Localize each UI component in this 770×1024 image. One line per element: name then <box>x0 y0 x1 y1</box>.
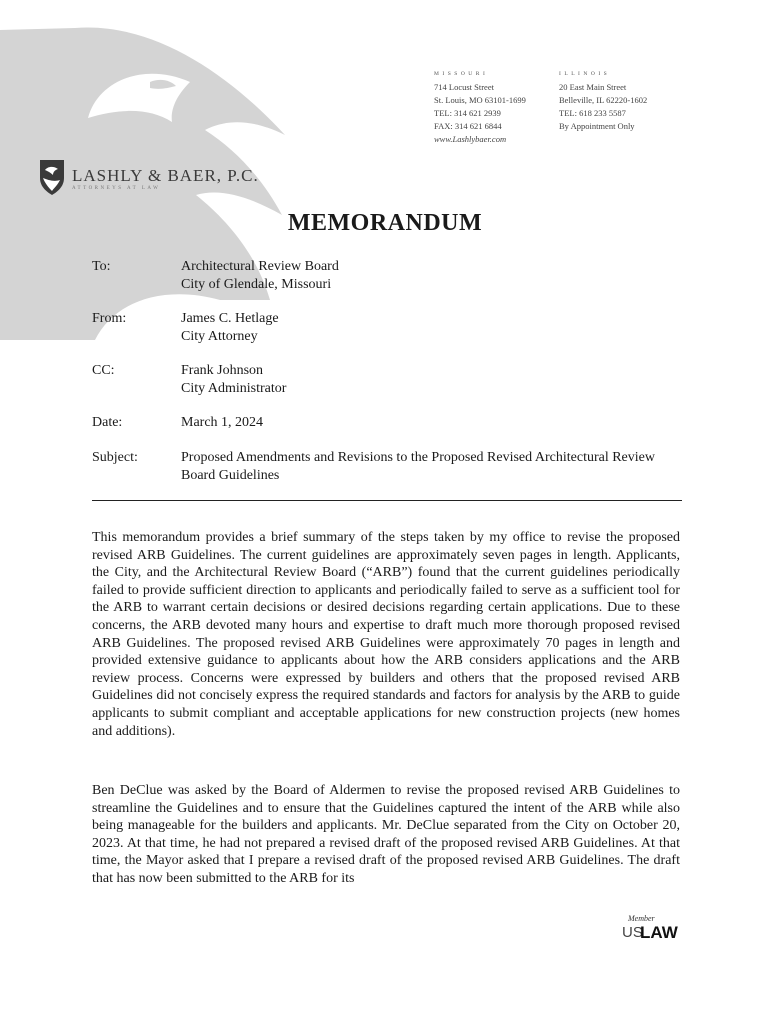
from-label: From: <box>92 311 127 326</box>
memo-title: MEMORANDUM <box>287 210 483 236</box>
uslaw-member-badge <box>622 914 680 948</box>
office-address-line: Belleville, IL 62220-1602 <box>559 95 648 105</box>
badge-member-text: Member <box>628 914 655 923</box>
date-value: March 1, 2024 <box>181 415 264 430</box>
office-address-line: St. Louis, MO 63101-1699 <box>434 95 526 105</box>
office-phone: TEL: 314 621 2939 <box>434 108 501 118</box>
firm-eagle-logo-icon <box>38 158 66 196</box>
cc-value <box>181 362 681 398</box>
badge-law-text: LAW <box>640 923 678 942</box>
firm-logo <box>38 158 259 198</box>
office-illinois <box>559 68 647 133</box>
to-value <box>181 258 681 294</box>
badge-us-text: US <box>622 924 643 941</box>
office-address-line: 20 East Main Street <box>559 82 627 92</box>
office-note: By Appointment Only <box>559 121 635 131</box>
from-value <box>181 310 681 346</box>
office-state: ILLINOIS <box>559 71 611 77</box>
date-label: Date: <box>92 415 123 430</box>
to-recipient: Architectural Review Board <box>181 259 339 274</box>
cc-label: CC: <box>92 363 115 378</box>
header-divider <box>92 500 682 501</box>
office-website: www.Lashlybaer.com <box>434 134 507 144</box>
cc-title: City Administrator <box>181 381 287 396</box>
office-state: MISSOURI <box>434 71 489 77</box>
office-missouri <box>434 68 526 146</box>
body-paragraph-1: This memorandum provides a brief summary of the steps taken by my office to revise the proposed revised ARB Guidelines. The current guidelines are approximately seven pages in length. Applicants, the City, and the Architectural Review Board (“ARB”) found that the current guidelines periodically failed to provide sufficient direction to applicants and periodically failed to serve as a sufficient tool for the ARB to warrant certain decisions or desired decisions regarding certain applications. Due to these concerns, the ARB devoted many hours and expertise to draft much more thorough proposed revised ARB Guidelines. The proposed revised ARB Guidelines were approximately 70 pages in length and provided extensive guidance to applicants about how the ARB considers applications and the ARB review process. Concerns were expressed by builders and others that the proposed revised ARB Guidelines did not concisely express the required standards and factors for analysis by the ARB to guide applicants to submit compliant and acceptable applications for new construction projects (new homes and additions). <box>92 530 680 739</box>
body-paragraph-2: Ben DeClue was asked by the Board of Aldermen to revise the proposed revised ARB Guidelines to streamline the Guidelines and to ensure that the Guidelines captured the intent of the ARB while also being manageable for the builders and applicants. Mr. DeClue separated from the City on October 20, 2023. At that time, he had not prepared a revised draft of the proposed revised ARB Guidelines. At that time, the Mayor asked that I prepare a revised draft of the proposed revised ARB Guidelines. The draft that has now been submitted to the ARB for its <box>92 783 680 886</box>
from-title: City Attorney <box>181 329 258 344</box>
office-phone: TEL: 618 233 5587 <box>559 108 626 118</box>
office-address-line: 714 Locust Street <box>434 82 494 92</box>
from-name: James C. Hetlage <box>181 311 279 326</box>
subject-label: Subject: <box>92 450 138 465</box>
firm-tagline: ATTORNEYS AT LAW <box>72 186 161 191</box>
cc-name: Frank Johnson <box>181 363 264 378</box>
to-label: To: <box>92 259 111 274</box>
office-fax: FAX: 314 621 6844 <box>434 121 502 131</box>
firm-name: LASHLY & BAER, P.C. <box>72 166 259 185</box>
to-organization: City of Glendale, Missouri <box>181 277 332 292</box>
subject-value: Proposed Amendments and Revisions to the Proposed Revised Architectural Review Board Guidelines <box>181 450 655 483</box>
